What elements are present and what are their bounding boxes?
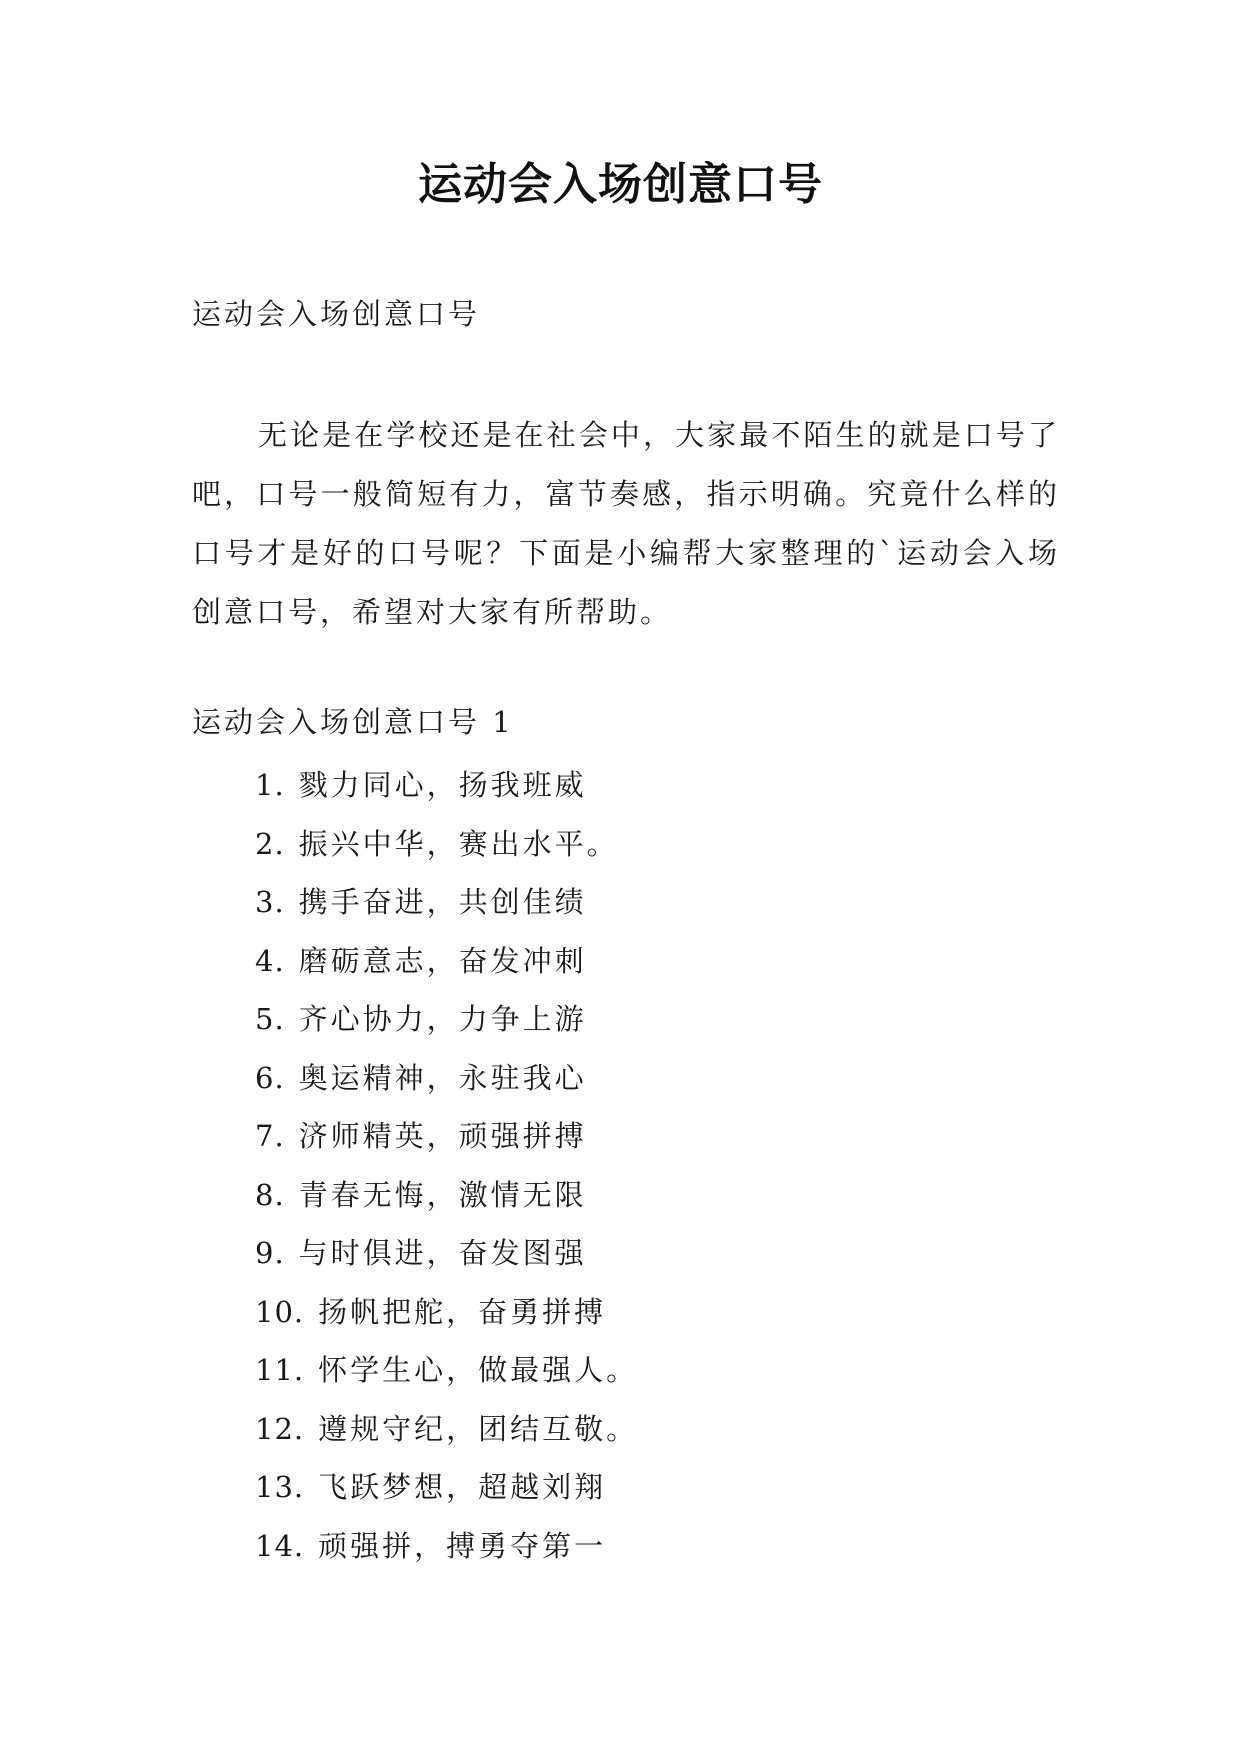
list-item-text: 振兴中华，赛出水平。 — [298, 826, 619, 861]
list-item-text: 奥运精神，永驻我心 — [298, 1060, 587, 1095]
list-item — [255, 756, 638, 815]
list-item-number: 13. — [255, 1470, 305, 1504]
list-item — [255, 990, 638, 1049]
list-item — [255, 932, 638, 991]
list-item-number: 8. — [255, 1177, 285, 1212]
list-item-number: 10. — [255, 1294, 305, 1329]
list-item-text: 齐心协力，力争上游 — [298, 1002, 587, 1036]
list-item-number: 6. — [255, 1060, 285, 1095]
list-item — [255, 1458, 638, 1517]
list-item-text: 青春无悔，激情无限 — [298, 1177, 587, 1212]
list-item-number: 1. — [255, 768, 285, 802]
list-item-number: 14. — [255, 1528, 305, 1563]
list-item-number: 9. — [255, 1236, 285, 1270]
list-item-text: 遵规守纪，团结互敬。 — [318, 1411, 639, 1446]
list-item-text: 携手奋进，共创佳绩 — [298, 885, 587, 919]
list-item-number: 11. — [255, 1353, 305, 1387]
list-item-number: 4. — [255, 943, 285, 978]
list-item — [255, 1224, 638, 1283]
list-item-text: 戮力同心，扬我班威 — [298, 768, 587, 802]
intro-paragraph: 无论是在学校还是在社会中，大家最不陌生的就是口号了吧，口号一般简短有力，富节奏感，指示明确。究竟什么样的口号才是好的口号呢？下面是小编帮大家整理的`运动会入场创意口号，希望对大家有所帮助。 — [192, 418, 1060, 629]
list-item — [255, 1517, 638, 1576]
document-subtitle: 运动会入场创意口号 — [192, 297, 481, 331]
list-item-text: 扬帆把舵，奋勇拼搏 — [318, 1294, 607, 1329]
list-item-number: 5. — [255, 1002, 285, 1036]
list-item-text: 顽强拼，搏勇夺第一 — [318, 1528, 607, 1563]
list-item — [255, 1107, 638, 1166]
document-title: 运动会入场创意口号 — [418, 159, 823, 210]
list-item-number: 12. — [255, 1411, 305, 1446]
section-heading: 运动会入场创意口号 1 — [192, 705, 514, 739]
list-item-text: 与时俱进，奋发图强 — [298, 1236, 587, 1270]
list-item — [255, 873, 638, 932]
list-item — [255, 1049, 638, 1108]
list-item — [255, 1341, 638, 1400]
slogan-list — [255, 756, 638, 1575]
list-item-number: 7. — [255, 1119, 285, 1153]
list-item-number: 2. — [255, 826, 285, 861]
list-item-text: 磨砺意志，奋发冲刺 — [298, 943, 587, 978]
list-item-text: 飞跃梦想，超越刘翔 — [318, 1470, 607, 1504]
list-item — [255, 1166, 638, 1225]
list-item-text: 怀学生心，做最强人。 — [318, 1353, 639, 1387]
list-item-text: 济师精英，顽强拼搏 — [298, 1119, 587, 1153]
list-item-number: 3. — [255, 885, 285, 919]
list-item — [255, 1400, 638, 1459]
list-item — [255, 1283, 638, 1342]
list-item — [255, 815, 638, 874]
